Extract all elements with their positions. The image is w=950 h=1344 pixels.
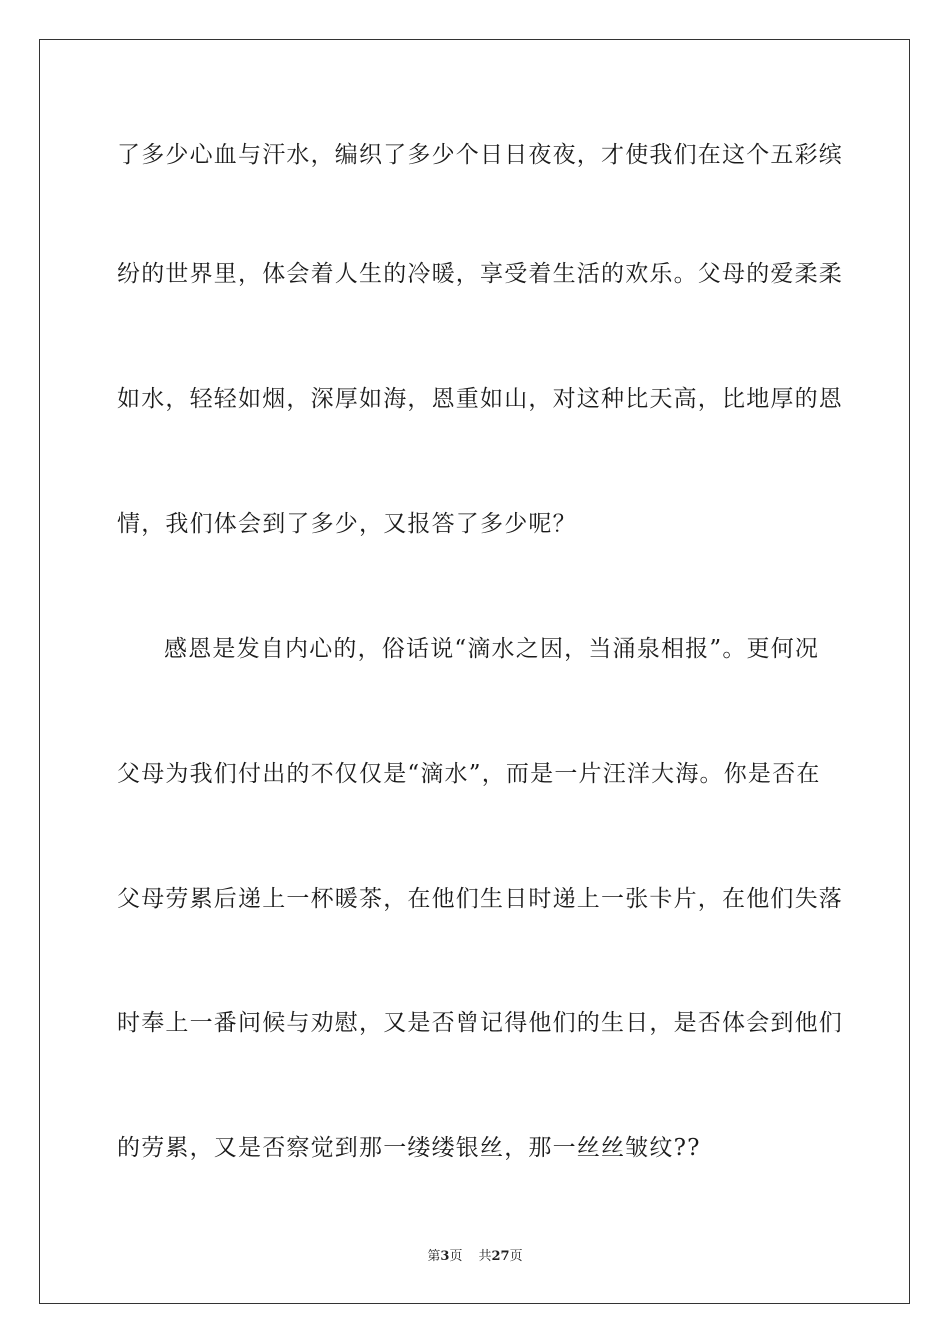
page-number: 3 [440,1249,450,1264]
text-line-4: 情，我们体会到了多少，又报答了多少呢？ [117,511,577,537]
text-line-2: 纷的世界里，体会着人生的冷暖，享受着生活的欢乐。父母的爱柔柔 [117,261,843,287]
total-prefix: 共 [478,1249,492,1264]
total-suffix: 页 [509,1249,523,1264]
total-pages: 27 [491,1249,510,1264]
text-line-6: 父母为我们付出的不仅仅是“滴水”，而是一片汪洋大海。你是否在 [117,761,821,787]
page-footer [0,1248,950,1266]
text-line-9: 的劳累，又是否察觉到那一缕缕银丝，那一丝丝皱纹?? [117,1135,701,1161]
page-prefix: 第 [427,1249,441,1264]
text-line-5-paragraph-start: 感恩是发自内心的，俗话说“滴水之因，当涌泉相报”。更何况 [164,636,820,662]
page-border [39,39,910,1304]
text-line-7: 父母劳累后递上一杯暖茶，在他们生日时递上一张卡片，在他们失落 [117,886,843,912]
page-suffix: 页 [449,1249,463,1264]
text-line-3: 如水，轻轻如烟，深厚如海，恩重如山，对这种比天高，比地厚的恩 [117,386,843,412]
text-line-8: 时奉上一番问候与劝慰，又是否曾记得他们的生日，是否体会到他们 [117,1010,843,1036]
text-line-1: 了多少心血与汗水，编织了多少个日日夜夜，才使我们在这个五彩缤 [117,142,843,168]
